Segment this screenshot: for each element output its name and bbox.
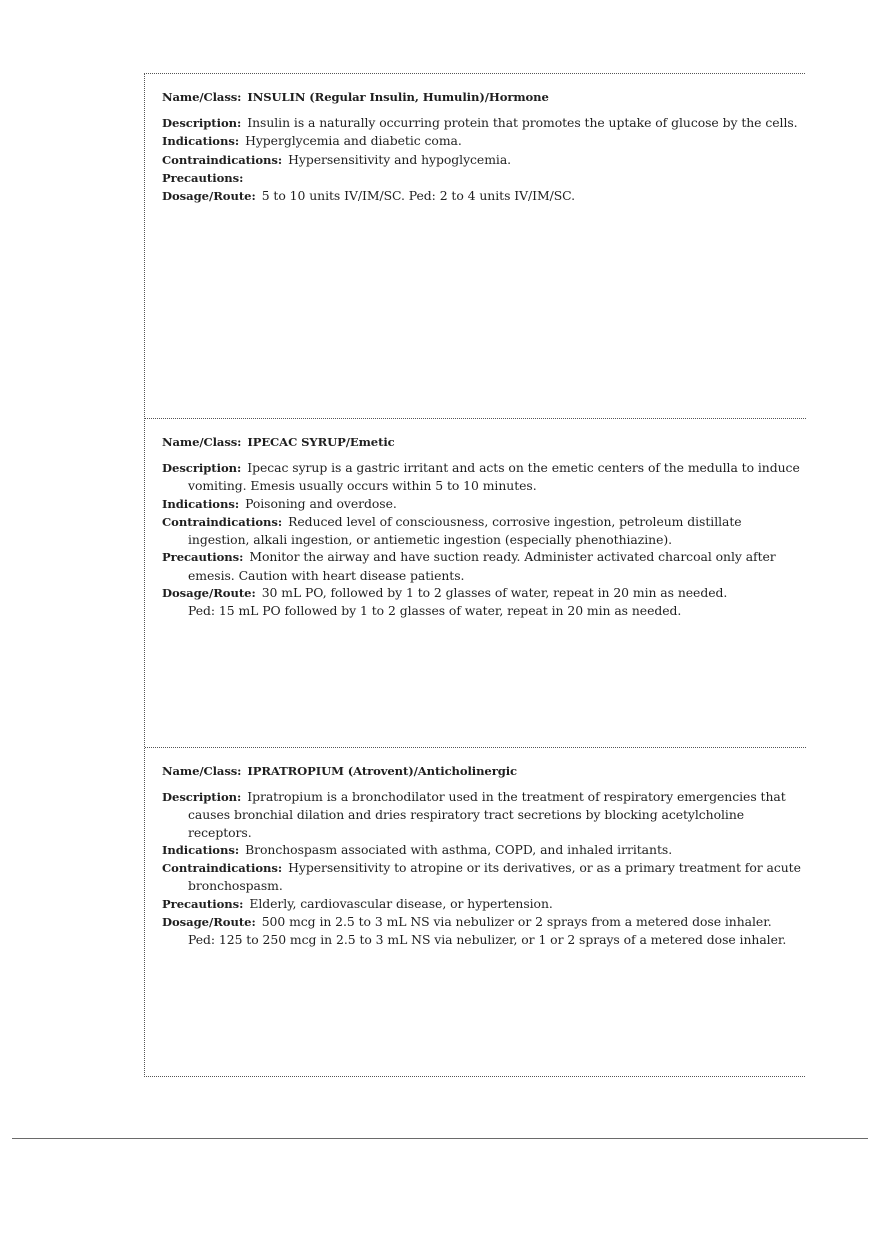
contraindications-label: Contraindications:	[162, 152, 283, 167]
precautions-label: Precautions:	[162, 550, 244, 565]
description-label: Description:	[162, 461, 242, 475]
contraindications-field	[162, 151, 806, 169]
contraindications-value: Hypersensitivity to atropine or its derivatives, or as a primary treatment for acute bronchospasm.	[188, 860, 801, 894]
contraindications-value: Reduced level of consciousness, corrosive ingestion, petroleum distillate ingestion, alkali ingestion, or antiemetic ingestion (especially phenothiazine).	[188, 513, 742, 548]
cards-frame	[144, 73, 805, 1077]
contraindications-field	[162, 859, 806, 895]
indications-field	[162, 132, 806, 150]
dosage-label: Dosage/Route:	[162, 586, 256, 601]
contraindications-value: Hypersensitivity and hypoglycemia.	[288, 151, 512, 167]
dosage-ped-value: Ped: 15 mL PO followed by 1 to 2 glasses of water, repeat in 20 min as needed.	[188, 603, 682, 619]
precautions-label: Precautions:	[162, 896, 244, 911]
description-field	[162, 459, 806, 495]
page-bottom-rule	[12, 1138, 868, 1139]
name-class-value: IPRATROPIUM (Atrovent)/Anticholinergic	[247, 764, 517, 778]
indications-label: Indications:	[162, 496, 240, 511]
description-label: Description:	[162, 116, 242, 130]
indications-label: Indications:	[162, 842, 240, 857]
precautions-label: Precautions:	[162, 170, 244, 185]
precautions-field	[162, 548, 806, 584]
drug-card-insulin	[145, 74, 806, 418]
name-class-label: Name/Class:	[162, 435, 242, 449]
dosage-value: 5 to 10 units IV/IM/SC. Ped: 2 to 4 units IV/IM/SC.	[261, 188, 576, 204]
drug-card-ipecac	[145, 419, 806, 747]
dosage-field	[162, 913, 806, 949]
indications-label: Indications:	[162, 134, 240, 149]
name-class-line	[162, 764, 806, 778]
indications-value: Hyperglycemia and diabetic coma.	[245, 133, 462, 149]
description-value: Ipratropium is a bronchodilator used in the treatment of respiratory emergencies that causes bronchial dilation and dries respiratory tract secretions by blocking acetylcholine receptors.	[188, 789, 786, 840]
precautions-value: Elderly, cardiovascular disease, or hypertension.	[249, 895, 553, 911]
name-class-value: INSULIN (Regular Insulin, Humulin)/Hormone	[247, 90, 549, 104]
name-class-line	[162, 90, 806, 104]
precautions-field	[162, 895, 806, 913]
dosage-label: Dosage/Route:	[162, 189, 256, 204]
drug-card-ipratropium	[145, 748, 806, 1077]
indications-field	[162, 841, 806, 859]
precautions-field	[162, 169, 806, 187]
contraindications-field	[162, 513, 806, 549]
description-label: Description:	[162, 790, 242, 804]
precautions-value: Monitor the airway and have suction ready. Administer activated charcoal only after emesis. Caution with heart disease patients.	[188, 549, 776, 583]
dosage-label: Dosage/Route:	[162, 915, 256, 930]
indications-field	[162, 495, 806, 513]
indications-value: Poisoning and overdose.	[245, 495, 397, 511]
indications-value: Bronchospasm associated with asthma, COPD, and inhaled irritants.	[245, 841, 673, 857]
dosage-field	[162, 187, 806, 205]
name-class-value: IPECAC SYRUP/Emetic	[247, 435, 395, 449]
contraindications-label: Contraindications:	[162, 861, 283, 876]
dosage-ped-value: Ped: 125 to 250 mcg in 2.5 to 3 mL NS via nebulizer, or 1 or 2 sprays of a metered dose inhaler.	[188, 932, 787, 948]
contraindications-label: Contraindications:	[162, 514, 283, 529]
dosage-value: 500 mcg in 2.5 to 3 mL NS via nebulizer or 2 sprays from a metered dose inhaler.	[261, 914, 772, 930]
description-field	[162, 788, 806, 841]
description-field	[162, 114, 806, 132]
name-class-label: Name/Class:	[162, 764, 242, 778]
dosage-field	[162, 584, 806, 620]
dosage-value: 30 mL PO, followed by 1 to 2 glasses of water, repeat in 20 min as needed.	[261, 585, 728, 601]
name-class-line	[162, 435, 806, 449]
description-value: Ipecac syrup is a gastric irritant and acts on the emetic centers of the medulla to induce vomiting. Emesis usually occurs within 5 to 10 minutes.	[188, 460, 800, 494]
name-class-label: Name/Class:	[162, 90, 242, 104]
description-value: Insulin is a naturally occurring protein that promotes the uptake of glucose by the cells.	[247, 115, 798, 130]
